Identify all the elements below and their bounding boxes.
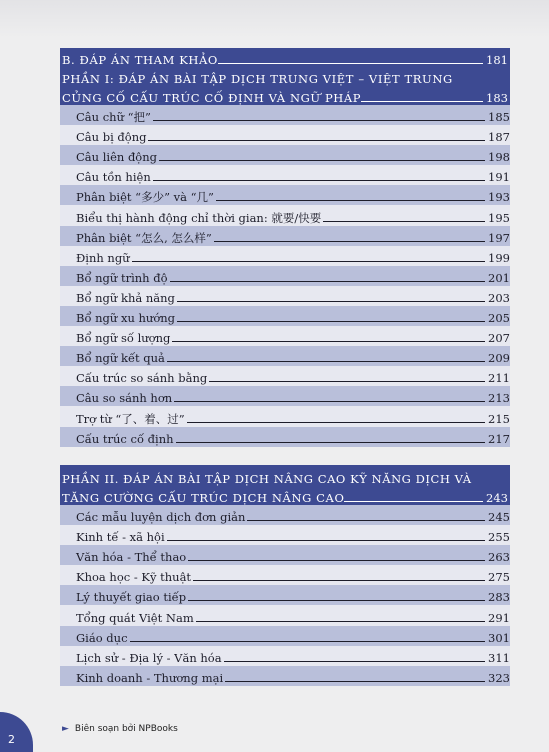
toc-entry-page: 211 (488, 371, 510, 386)
toc-header-part1 (60, 48, 510, 105)
toc-entry-title: Định ngữ (76, 250, 130, 265)
toc-entry-page: 198 (488, 150, 510, 165)
leader-line (148, 140, 485, 141)
part1-page: 183 (486, 91, 508, 105)
toc-entry-title: Khoa học - Kỹ thuật (76, 570, 192, 585)
toc-entry-title: Bổ ngữ trình độ (76, 270, 168, 285)
toc-entry[interactable] (60, 346, 510, 366)
leader-line (216, 200, 485, 201)
toc-entry-page: 187 (488, 130, 510, 145)
toc-entry-title: Câu bị động (76, 130, 147, 145)
leader-line (193, 580, 485, 581)
leader-line (132, 261, 485, 262)
toc-entry[interactable] (60, 545, 510, 565)
leader-line (172, 341, 485, 342)
part2-line1-text: PHẦN II. ĐÁP ÁN BÀI TẬP DỊCH NÂNG CAO KỸ NĂNG DỊCH VÀ (62, 472, 472, 486)
toc-block-part1 (60, 48, 510, 447)
leader-line (188, 600, 485, 601)
part1-title-line1[interactable] (60, 67, 510, 86)
toc-entry-title: Tổng quát Việt Nam (76, 610, 194, 625)
page-footer (0, 706, 549, 752)
leader-line (209, 381, 485, 382)
toc-entry[interactable] (60, 266, 510, 286)
leader-line (247, 520, 485, 521)
toc-entry[interactable] (60, 626, 510, 646)
leader-line (361, 101, 483, 102)
leader-line (159, 160, 485, 161)
toc-entry[interactable] (60, 326, 510, 346)
toc-entry-page: 201 (488, 270, 510, 285)
leader-line (153, 120, 485, 121)
toc-entry-page: 195 (488, 210, 510, 225)
toc-entry-title: Câu chữ “把” (76, 110, 151, 125)
toc-entry-title: Phân biệt “多少” và “几” (76, 190, 214, 205)
section-b-row[interactable] (60, 48, 510, 67)
leader-line (177, 301, 485, 302)
toc-entry-page: 203 (488, 290, 510, 305)
toc-entry-title: Câu so sánh hơn (76, 391, 173, 406)
toc-entry-title: Bổ ngữ kết quả (76, 351, 165, 366)
toc-entry[interactable] (60, 125, 510, 145)
leader-line (225, 681, 485, 682)
part2-page: 243 (486, 491, 508, 505)
toc-entry-title: Bổ ngữ xu hướng (76, 311, 176, 326)
toc-entry-title: Bổ ngữ số lượng (76, 331, 171, 346)
toc-entry-title: Kinh tế - xã hội (76, 530, 165, 545)
toc-entry[interactable] (60, 605, 510, 625)
toc-entry[interactable] (60, 185, 510, 205)
toc-entry-page: 185 (488, 110, 510, 125)
leader-line (130, 641, 486, 642)
toc-entry[interactable] (60, 165, 510, 185)
leader-line (170, 281, 486, 282)
toc-entry-page: 193 (488, 190, 510, 205)
toc-entry-title: Lý thuyết giao tiếp (76, 590, 187, 605)
leader-line (188, 560, 485, 561)
part2-line2-text: TĂNG CƯỜNG CẤU TRÚC DỊCH NÂNG CAO (62, 491, 345, 505)
toc-entry-page: 263 (488, 550, 510, 565)
toc-entry-page: 275 (488, 570, 510, 585)
page-number-tab (0, 712, 33, 752)
toc-entry-page: 209 (488, 351, 510, 366)
toc-entry-page: 207 (488, 331, 510, 346)
toc-block-part2 (60, 465, 510, 686)
toc-entry-page: 311 (488, 650, 510, 665)
toc-entry-page: 255 (488, 530, 510, 545)
part1-title-line2[interactable] (60, 86, 510, 105)
toc-entry-title: Giáo dục (76, 630, 128, 645)
leader-line (177, 321, 485, 322)
leader-line (218, 63, 483, 64)
toc-entry[interactable] (60, 585, 510, 605)
part1-line2-text: CỦNG CỐ CẤU TRÚC CỐ ĐỊNH VÀ NGỮ PHÁP (62, 91, 362, 105)
toc-entry-page: 283 (488, 590, 510, 605)
triangle-bullet-icon: ► (62, 724, 69, 734)
page-number: 2 (8, 733, 15, 746)
toc-entry-page: 301 (488, 630, 510, 645)
toc-entry[interactable] (60, 226, 510, 246)
toc-entry[interactable] (60, 565, 510, 585)
toc-entry-title: Câu tồn hiện (76, 170, 151, 185)
toc-entry[interactable] (60, 505, 510, 525)
leader-line (323, 221, 485, 222)
toc-entry[interactable] (60, 246, 510, 266)
leader-line (174, 401, 485, 402)
toc-entry[interactable] (60, 666, 510, 686)
toc-entry[interactable] (60, 306, 510, 326)
toc-entry-title: Kinh doanh - Thương mại (76, 670, 224, 685)
toc-entry-title: Lịch sử - Địa lý - Văn hóa (76, 650, 222, 665)
leader-line (167, 540, 485, 541)
toc-entry[interactable] (60, 366, 510, 386)
toc-entry[interactable] (60, 105, 510, 125)
toc-entry-title: Câu liên động (76, 150, 157, 165)
leader-line (214, 241, 485, 242)
toc-entry-title: Trợ từ “了、着、过” (76, 411, 185, 426)
toc-entry-title: Cấu trúc so sánh bằng (76, 371, 208, 386)
toc-entry[interactable] (60, 145, 510, 165)
toc-entry-page: 213 (488, 391, 510, 406)
section-b-page: 181 (486, 53, 508, 67)
toc-entry-page: 245 (488, 510, 510, 525)
toc-entry-title: Biểu thị hành động chỉ thời gian: 就要/快要 (76, 210, 322, 225)
toc-entry-title: Cấu trúc cố định (76, 431, 174, 446)
leader-line (344, 501, 483, 502)
top-margin (0, 0, 549, 38)
toc-entry[interactable] (60, 525, 510, 545)
part1-line1-text: PHẦN I: ĐÁP ÁN BÀI TẬP DỊCH TRUNG VIỆT – VIỆT TRUNG (62, 72, 453, 86)
leader-line (176, 442, 486, 443)
toc-entry[interactable] (60, 286, 510, 306)
toc-entry-page: 197 (488, 230, 510, 245)
toc-entry-page: 205 (488, 311, 510, 326)
part2-title-line1[interactable] (60, 467, 510, 486)
credit-text: Biên soạn bởi NPBooks (74, 724, 178, 734)
leader-line (153, 180, 485, 181)
toc-header-part2 (60, 465, 510, 505)
toc-entry-page: 199 (488, 250, 510, 265)
credit-line (62, 724, 178, 734)
section-b-title: B. ĐÁP ÁN THAM KHẢO (62, 53, 218, 67)
leader-line (167, 361, 485, 362)
toc-entry-title: Văn hóa - Thể thao (76, 550, 187, 565)
toc-entry-page: 191 (488, 170, 510, 185)
toc-entry-title: Phân biệt “怎么, 怎么样” (76, 230, 212, 245)
toc-entry-page: 323 (488, 670, 510, 685)
toc-entry-page: 215 (488, 411, 510, 426)
toc-entry[interactable] (60, 205, 510, 225)
toc-entry-title: Các mẫu luyện dịch đơn giản (76, 510, 246, 525)
leader-line (196, 621, 485, 622)
toc-entry[interactable] (60, 406, 510, 426)
leader-line (187, 422, 485, 423)
part2-title-line2[interactable] (60, 486, 510, 505)
toc-entry[interactable] (60, 427, 510, 447)
toc-list-part1 (60, 105, 510, 447)
toc-entry[interactable] (60, 386, 510, 406)
leader-line (224, 661, 485, 662)
toc-entry-page: 217 (488, 431, 510, 446)
toc-entry-title: Bổ ngữ khả năng (76, 290, 175, 305)
toc-entry-page: 291 (488, 610, 510, 625)
toc-list-part2 (60, 505, 510, 686)
toc-entry[interactable] (60, 646, 510, 666)
